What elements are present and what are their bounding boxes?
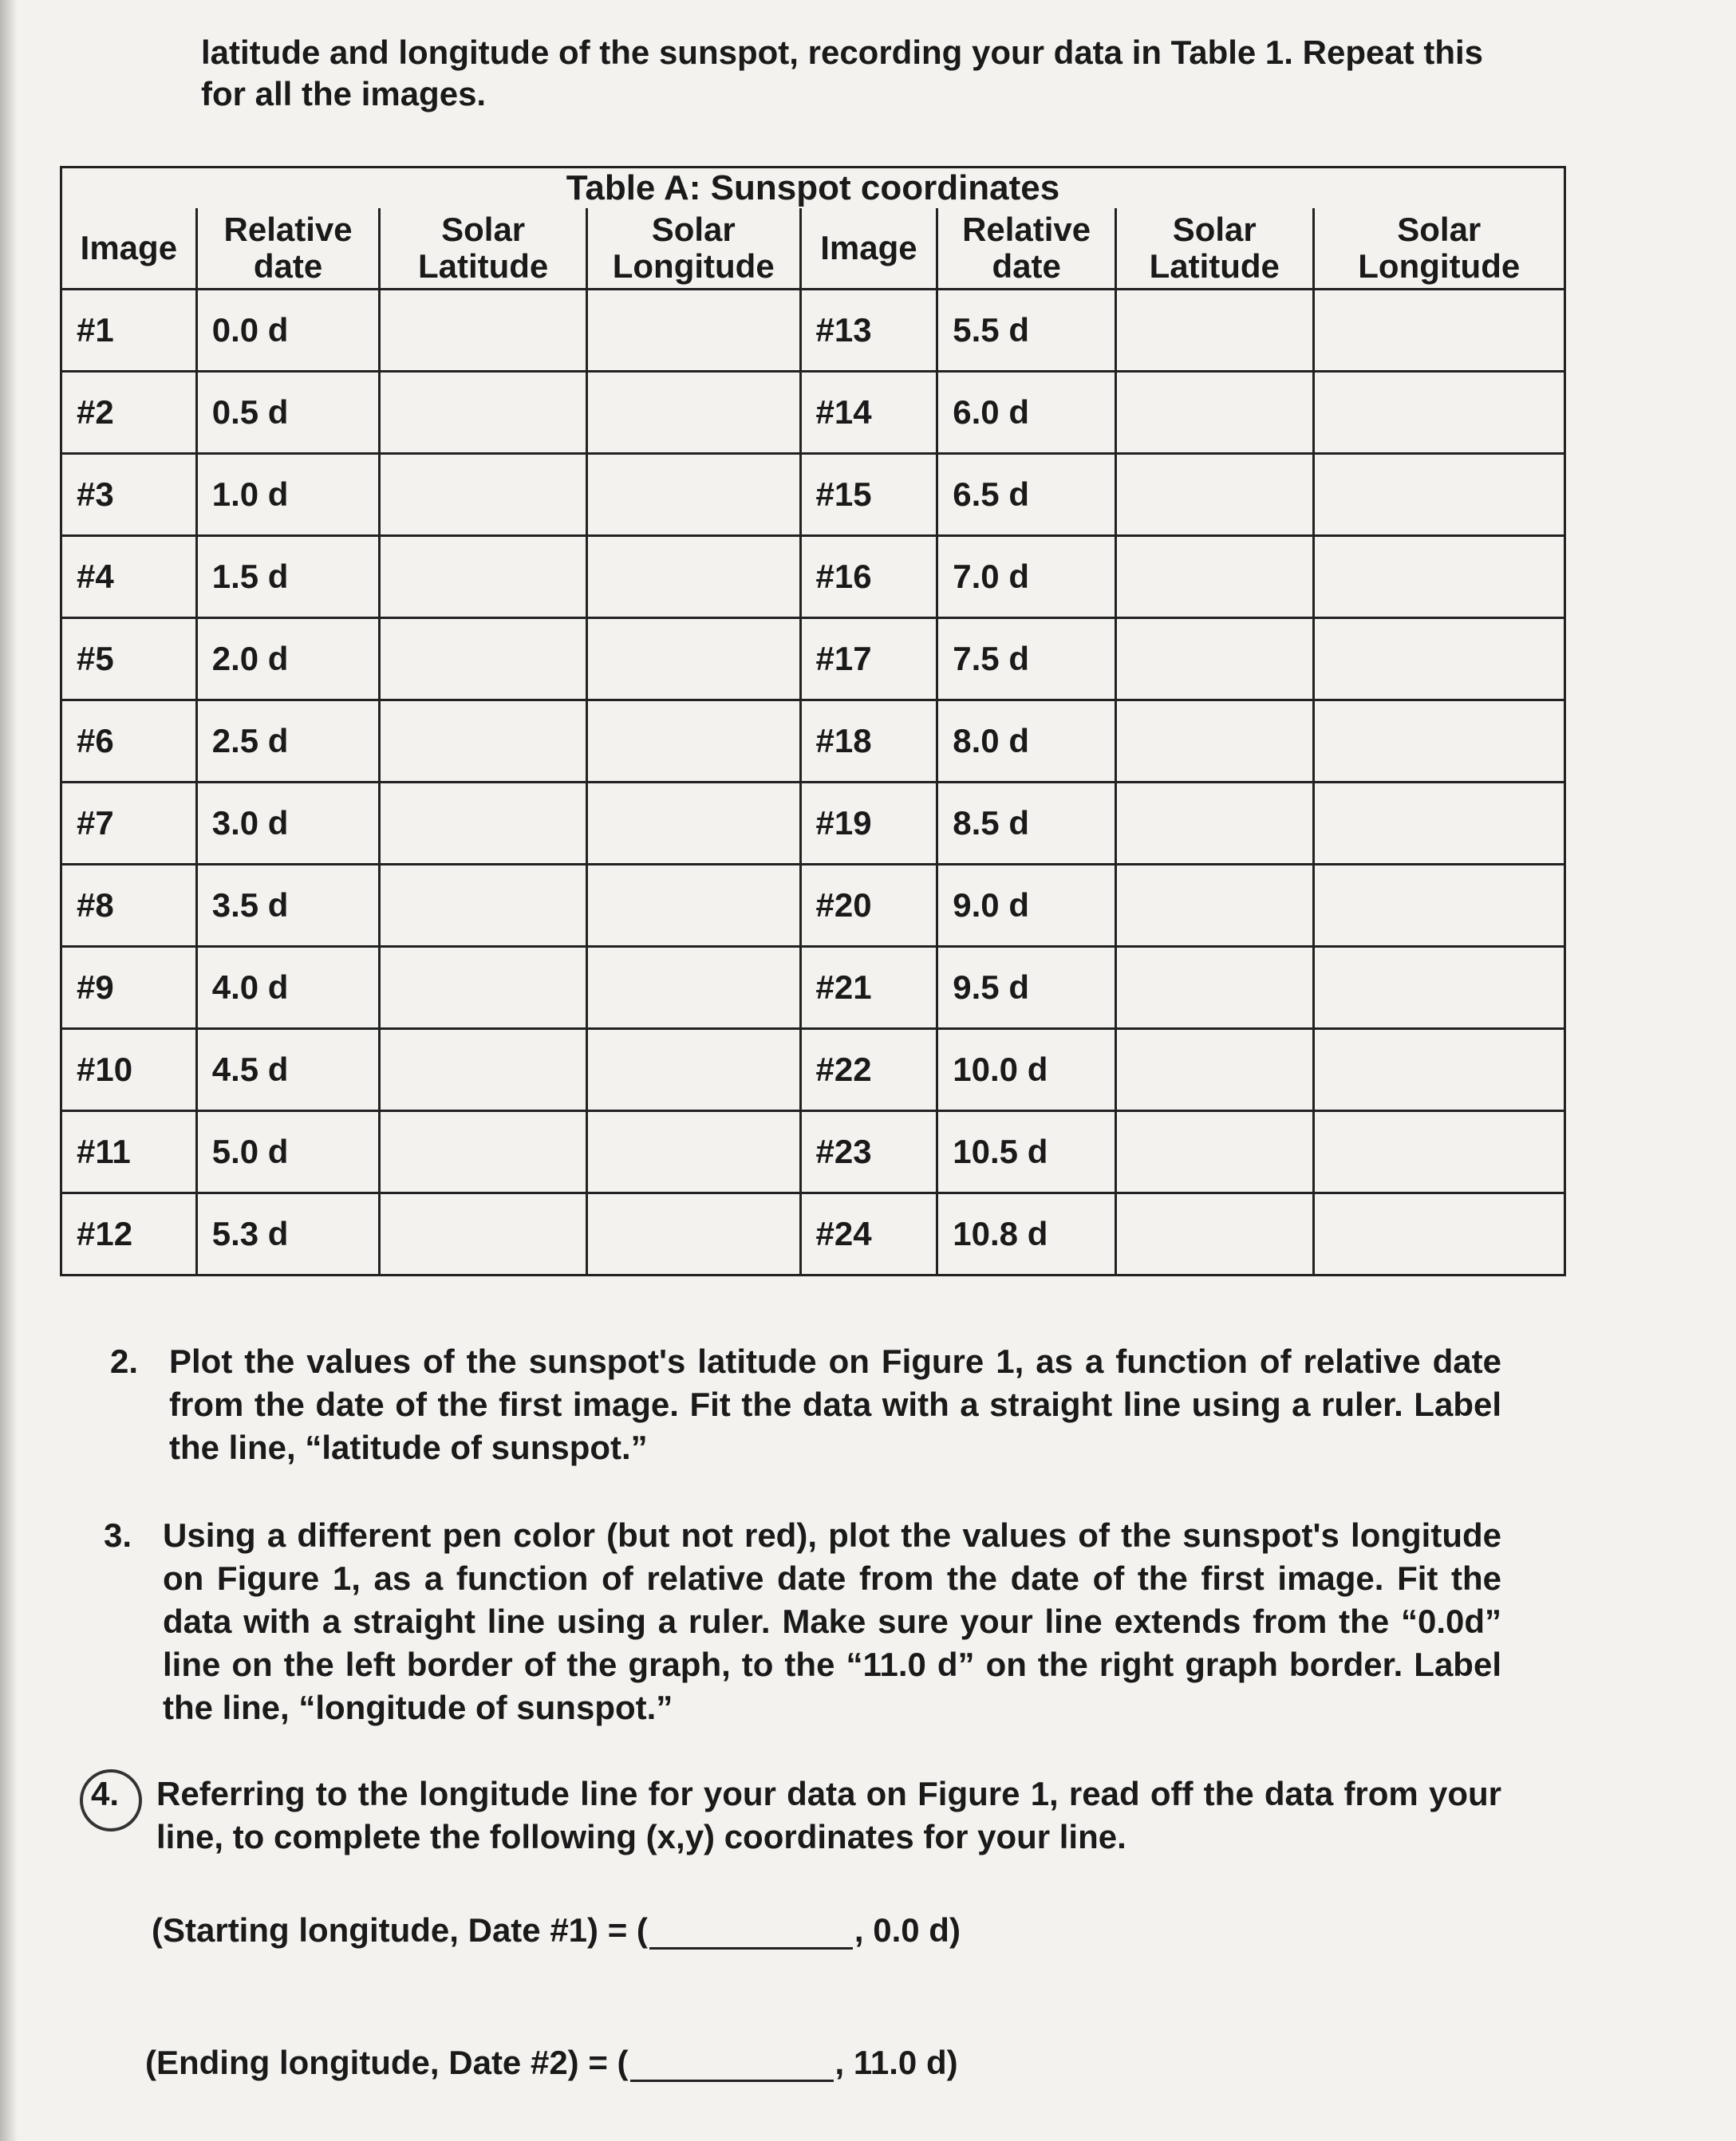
solar-latitude-entry-cell[interactable] [1115,1193,1313,1276]
image-number-cell: #15 [800,454,937,536]
solar-longitude-entry-cell[interactable] [1313,1111,1564,1193]
page-edge-shadow [0,0,18,2141]
solar-longitude-entry-cell[interactable] [1313,372,1564,454]
question-4-text: Referring to the longitude line for your data on Figure 1, read off the data from your line, to complete the following (x,y) coordinates for your line. [156,1775,1501,1855]
solar-longitude-entry-cell[interactable] [1313,290,1564,372]
starting-longitude-line [152,1911,961,1950]
image-number-cell: #10 [61,1029,197,1111]
solar-longitude-entry-cell[interactable] [586,290,800,372]
solar-latitude-entry-cell[interactable] [1115,536,1313,618]
table-row [61,700,1565,783]
solar-longitude-entry-cell[interactable] [586,700,800,783]
question-2-text: Plot the values of the sunspot's latitude on Figure 1, as a function of relative date from the date of the first image. Fit the data with a straight line using a ruler. Label the line, “latitude of sunspot.” [169,1343,1501,1466]
solar-longitude-entry-cell[interactable] [586,783,800,865]
solar-longitude-entry-cell[interactable] [586,1029,800,1111]
solar-latitude-entry-cell[interactable] [1115,1111,1313,1193]
relative-date-cell: 10.0 d [937,1029,1116,1111]
solar-latitude-entry-cell[interactable] [380,1111,587,1193]
table-row [61,618,1565,700]
image-number-cell: #3 [61,454,197,536]
solar-latitude-entry-cell[interactable] [380,1193,587,1276]
table-row [61,783,1565,865]
solar-latitude-entry-cell[interactable] [1115,372,1313,454]
question-3-number: 3. [104,1516,132,1554]
table-row [61,536,1565,618]
image-number-cell: #1 [61,290,197,372]
table-row [61,454,1565,536]
solar-latitude-entry-cell[interactable] [380,865,587,947]
relative-date-cell: 1.0 d [196,454,380,536]
relative-date-cell: 3.0 d [196,783,380,865]
solar-latitude-entry-cell[interactable] [380,947,587,1029]
image-number-cell: #23 [800,1111,937,1193]
header-cell: Solar Longitude [1313,208,1564,290]
image-number-cell: #22 [800,1029,937,1111]
solar-longitude-entry-cell[interactable] [586,618,800,700]
header-cell: Relative date [196,208,380,290]
question-2-number: 2. [110,1343,139,1380]
solar-latitude-entry-cell[interactable] [380,454,587,536]
table-row [61,947,1565,1029]
image-number-cell: #6 [61,700,197,783]
relative-date-cell: 5.3 d [196,1193,380,1276]
solar-latitude-entry-cell[interactable] [380,290,587,372]
image-number-cell: #9 [61,947,197,1029]
solar-latitude-entry-cell[interactable] [1115,1029,1313,1111]
table-row [61,1029,1565,1111]
image-number-cell: #4 [61,536,197,618]
relative-date-cell: 2.5 d [196,700,380,783]
image-number-cell: #16 [800,536,937,618]
relative-date-cell: 8.0 d [937,700,1116,783]
question-4-number: 4. [91,1775,120,1812]
image-number-cell: #8 [61,865,197,947]
relative-date-cell: 6.0 d [937,372,1116,454]
solar-longitude-entry-cell[interactable] [586,1111,800,1193]
solar-latitude-entry-cell[interactable] [380,783,587,865]
solar-latitude-entry-cell[interactable] [380,372,587,454]
relative-date-cell: 7.5 d [937,618,1116,700]
question-3-text: Using a different pen color (but not red), plot the values of the sunspot's longitude on Figure 1, as a function of relative date from the date of the first image. Fit the data with a straight line using a ruler. Make sure your line extends from the “0.0d” line on the left border of the graph, to the “11.0 d” on the right graph border. Label the line, “longitude of sunspot.” [163,1516,1501,1726]
image-number-cell: #14 [800,372,937,454]
image-number-cell: #19 [800,783,937,865]
table-row [61,290,1565,372]
relative-date-cell: 7.0 d [937,536,1116,618]
relative-date-cell: 6.5 d [937,454,1116,536]
starting-longitude-label: (Starting longitude, Date #1) = ( [152,1911,648,1949]
solar-longitude-entry-cell[interactable] [586,372,800,454]
solar-latitude-entry-cell[interactable] [1115,865,1313,947]
question-2 [110,1340,1501,1469]
relative-date-cell: 4.0 d [196,947,380,1029]
solar-latitude-entry-cell[interactable] [1115,783,1313,865]
header-cell: Solar Latitude [380,208,587,290]
image-number-cell: #24 [800,1193,937,1276]
solar-longitude-entry-cell[interactable] [586,947,800,1029]
question-4 [91,1772,1501,1859]
solar-longitude-entry-cell[interactable] [586,454,800,536]
solar-longitude-entry-cell[interactable] [1313,1193,1564,1276]
table-row [61,372,1565,454]
relative-date-cell: 9.0 d [937,865,1116,947]
solar-latitude-entry-cell[interactable] [380,1029,587,1111]
solar-longitude-entry-cell[interactable] [586,1193,800,1276]
relative-date-cell: 4.5 d [196,1029,380,1111]
image-number-cell: #12 [61,1193,197,1276]
intro-text: latitude and longitude of the sunspot, recording your data in Table 1. Repeat this for all the images. [201,34,1484,112]
solar-latitude-entry-cell[interactable] [1115,700,1313,783]
question-3 [104,1514,1501,1729]
image-number-cell: #17 [800,618,937,700]
image-number-cell: #13 [800,290,937,372]
relative-date-cell: 3.5 d [196,865,380,947]
solar-latitude-entry-cell[interactable] [380,618,587,700]
relative-date-cell: 5.5 d [937,290,1116,372]
ending-longitude-line [145,2044,958,2082]
relative-date-cell: 10.8 d [937,1193,1116,1276]
ending-longitude-blank[interactable] [630,2051,834,2082]
relative-date-cell: 0.0 d [196,290,380,372]
solar-latitude-entry-cell[interactable] [1115,454,1313,536]
solar-longitude-entry-cell[interactable] [586,536,800,618]
solar-longitude-entry-cell[interactable] [1313,947,1564,1029]
header-cell: Solar Longitude [586,208,800,290]
image-number-cell: #21 [800,947,937,1029]
solar-longitude-entry-cell[interactable] [1313,618,1564,700]
header-cell: Solar Latitude [1115,208,1313,290]
header-cell: Relative date [937,208,1116,290]
solar-latitude-entry-cell[interactable] [1115,618,1313,700]
solar-latitude-entry-cell[interactable] [380,700,587,783]
solar-latitude-entry-cell[interactable] [1115,947,1313,1029]
image-number-cell: #18 [800,700,937,783]
image-number-cell: #2 [61,372,197,454]
header-cell: Image [61,208,197,290]
sunspot-coordinates-table [60,166,1566,1276]
image-number-cell: #11 [61,1111,197,1193]
relative-date-cell: 0.5 d [196,372,380,454]
table-row [61,1193,1565,1276]
table-header-row [61,208,1565,290]
relative-date-cell: 10.5 d [937,1111,1116,1193]
header-cell: Image [800,208,937,290]
solar-longitude-entry-cell[interactable] [1313,865,1564,947]
image-number-cell: #7 [61,783,197,865]
image-number-cell: #20 [800,865,937,947]
table-title: Table A: Sunspot coordinates [61,168,1565,209]
solar-latitude-entry-cell[interactable] [380,536,587,618]
table-row [61,1111,1565,1193]
relative-date-cell: 9.5 d [937,947,1116,1029]
solar-longitude-entry-cell[interactable] [1313,700,1564,783]
image-number-cell: #5 [61,618,197,700]
relative-date-cell: 5.0 d [196,1111,380,1193]
starting-longitude-blank[interactable] [649,1918,853,1950]
solar-latitude-entry-cell[interactable] [1115,290,1313,372]
starting-longitude-date: , 0.0 d) [854,1911,961,1949]
table-row [61,865,1565,947]
ending-longitude-label: (Ending longitude, Date #2) = ( [145,2044,629,2081]
relative-date-cell: 8.5 d [937,783,1116,865]
ending-longitude-date: , 11.0 d) [834,2044,958,2081]
solar-longitude-entry-cell[interactable] [1313,454,1564,536]
relative-date-cell: 1.5 d [196,536,380,618]
solar-longitude-entry-cell[interactable] [1313,536,1564,618]
solar-longitude-entry-cell[interactable] [1313,783,1564,865]
solar-longitude-entry-cell[interactable] [1313,1029,1564,1111]
solar-longitude-entry-cell[interactable] [586,865,800,947]
relative-date-cell: 2.0 d [196,618,380,700]
